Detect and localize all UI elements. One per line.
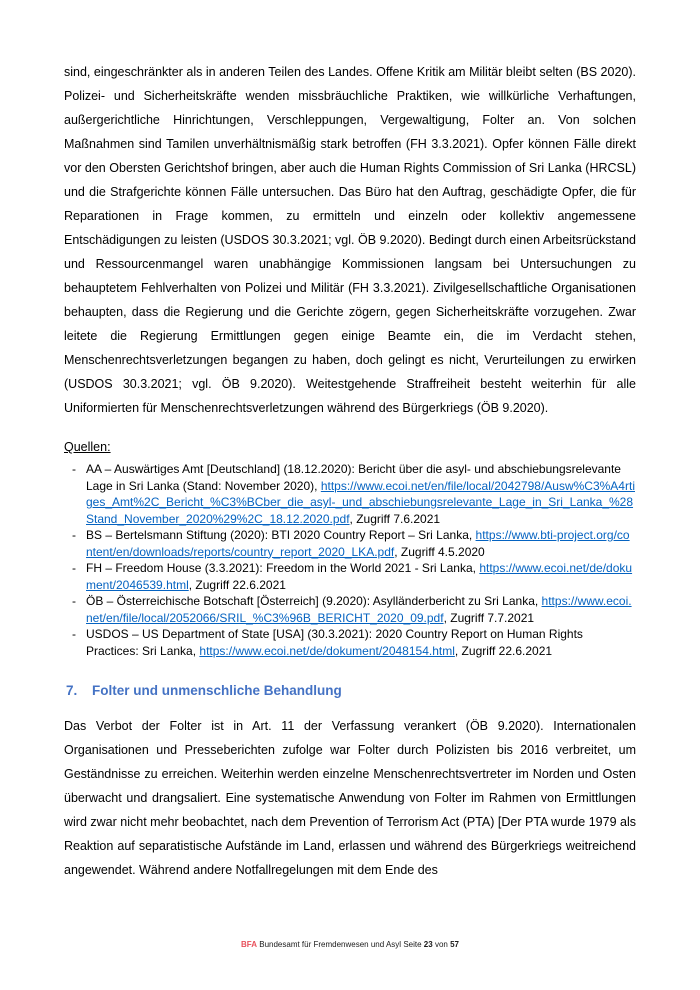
- source-text-segment: FH – Freedom House (3.3.2021): Freedom in the World 2021 - Sri Lanka,: [86, 561, 480, 575]
- sources-heading: [64, 440, 636, 454]
- source-item: [72, 527, 636, 560]
- source-link[interactable]: https://www.ecoi.net/de/dokument/2046539.html: [86, 561, 633, 592]
- bullet-dash: -: [72, 594, 76, 608]
- source-text: [86, 593, 636, 626]
- source-text: [86, 527, 636, 560]
- bullet-dash: -: [72, 462, 76, 476]
- source-text-segment: AA – Auswärtiges Amt [Deutschland] (18.12.2020): Bericht über die asyl- und abschiebungsrelevante Lage in Sri Lanka (Stand: November 2020),: [86, 462, 621, 493]
- source-text: [86, 626, 636, 659]
- footer-page-current: 23: [423, 940, 433, 949]
- source-text-segment: , Zugriff 4.5.2020: [394, 544, 485, 559]
- section-title: Folter und unmenschliche Behandlung: [92, 683, 342, 698]
- source-text-segment: ÖB – Österreichische Botschaft [Österreich] (9.2020): Asylländerbericht zu Sri Lanka,: [86, 594, 542, 608]
- footer-of-word: von: [434, 940, 448, 949]
- source-link[interactable]: https://www.ecoi.net/en/file/local/2042798/Ausw%C3%A4rtiges_Amt%2C_Bericht_%C3%BCber_die_asyl-_und_abschiebungsrelevante_Lage_in_Sri_Lanka_%28Stand_November_2020%29%2C_18.12.2020.pdf: [86, 478, 635, 526]
- footer-page-word: Seite: [403, 940, 422, 949]
- source-text: [86, 461, 636, 527]
- source-text-segment: , Zugriff 7.7.2021: [443, 610, 535, 625]
- source-link[interactable]: https://www.bti-project.org/content/en/downloads/reports/country_report_2020_LKA.pdf: [86, 528, 630, 559]
- source-item: [72, 626, 636, 659]
- section-heading: [66, 683, 636, 698]
- footer-office-name: Bundesamt für Fremdenwesen und Asyl: [259, 940, 402, 949]
- source-text-segment: USDOS – US Department of State [USA] (30.3.2021): 2020 Country Report on Human Rights Practices: Sri Lanka,: [86, 627, 583, 658]
- bfa-brand: BFA: [241, 940, 257, 949]
- source-item: [72, 560, 636, 593]
- section-number: 7.: [66, 683, 78, 698]
- sources-list: [64, 461, 636, 659]
- page-footer: [0, 940, 700, 950]
- source-link[interactable]: https://www.ecoi.net/de/dokument/2048154.html: [199, 643, 455, 658]
- source-text-segment: , Zugriff 7.6.2021: [349, 511, 441, 526]
- paragraph-security-forces: sind, eingeschränkter als in anderen Teilen des Landes. Offene Kritik am Militär bleibt selten (BS 2020). Polizei- und Sicherheitskräfte wenden missbräuchliche Praktiken, wie willkürliche Verhaftungen, außergerichtliche Hinrichtungen, Verschleppungen, Vergewaltigung, Folter an. Von solchen Maßnahmen sind Tamilen unverhältnismäßig stark betroffen (FH 3.3.2021). Opfer können Fälle direkt vor den Obersten Gerichtshof bringen, aber auch die Human Rights Commission of Sri Lanka (HRCSL) und die Strafgerichte können Fälle untersuchen. Das Büro hat den Auftrag, geschädigte Opfer, die für Reparationen in Frage kommen, zu ermitteln und einzeln oder kollektiv angemessene Entschädigungen zu leisten (USDOS 30.3.2021; vgl. ÖB 9.2020). Bedingt durch einen Arbeitsrückstand und Ressourcenmangel waren unabhängige Kommissionen langsam bei Untersuchungen zu behauptetem Fehlverhalten von Polizei und Militär (FH 3.3.2021). Zivilgesellschaftliche Organisationen behaupten, dass die Regierung und die Gerichte zögern, gegen Sicherheitskräfte vorzugehen. Zwar leitete die Regierung Ermittlungen gegen einige Beamte ein, die im Verdacht stehen, Menschenrechtsverletzungen begangen zu haben, doch gelingt es nicht, Verurteilungen zu erwirken (USDOS 30.3.2021; vgl. ÖB 9.2020). Weitestgehende Straffreiheit besteht weiterhin für alle Uniformierten für Menschenrechtsverletzungen während des Bürgerkriegs (ÖB 9.2020).: [64, 65, 636, 415]
- bullet-dash: -: [72, 528, 76, 542]
- bullet-dash: -: [72, 627, 76, 641]
- sources-heading-label: Quellen:: [64, 440, 111, 454]
- footer-page-total: 57: [450, 940, 459, 949]
- source-text-segment: , Zugriff 22.6.2021: [188, 577, 286, 592]
- source-text-segment: BS – Bertelsmann Stiftung (2020): BTI 2020 Country Report – Sri Lanka,: [86, 528, 476, 542]
- source-link[interactable]: https://www.ecoi.net/en/file/local/2052066/SRIL_%C3%96B_BERICHT_2020_09.pdf: [86, 594, 632, 625]
- paragraph-torture: Das Verbot der Folter ist in Art. 11 der Verfassung verankert (ÖB 9.2020). Internationalen Organisationen und Presseberichten zufolge war Folter durch Polizisten bis 2016 verbreitet, um Geständnisse zu erreichen. Weiterhin werden einzelne Menschenrechtsvertreter im Norden und Osten überwacht und drangsaliert. Eine systematische Anwendung von Folter im Rahmen von Ermittlungen wird zwar nicht mehr beobachtet, nach dem Prevention of Terrorism Act (PTA) [Der PTA wurde 1979 als Reaktion auf separatistische Aufstände im Land, erlassen und während des Bürgerkriegs weitreichend angewendet. Während andere Notfallregelungen mit dem Ende des: [64, 719, 636, 877]
- source-item: [72, 593, 636, 626]
- source-text: [86, 560, 636, 593]
- source-item: [72, 461, 636, 527]
- bullet-dash: -: [72, 561, 76, 575]
- source-text-segment: , Zugriff 22.6.2021: [454, 643, 553, 658]
